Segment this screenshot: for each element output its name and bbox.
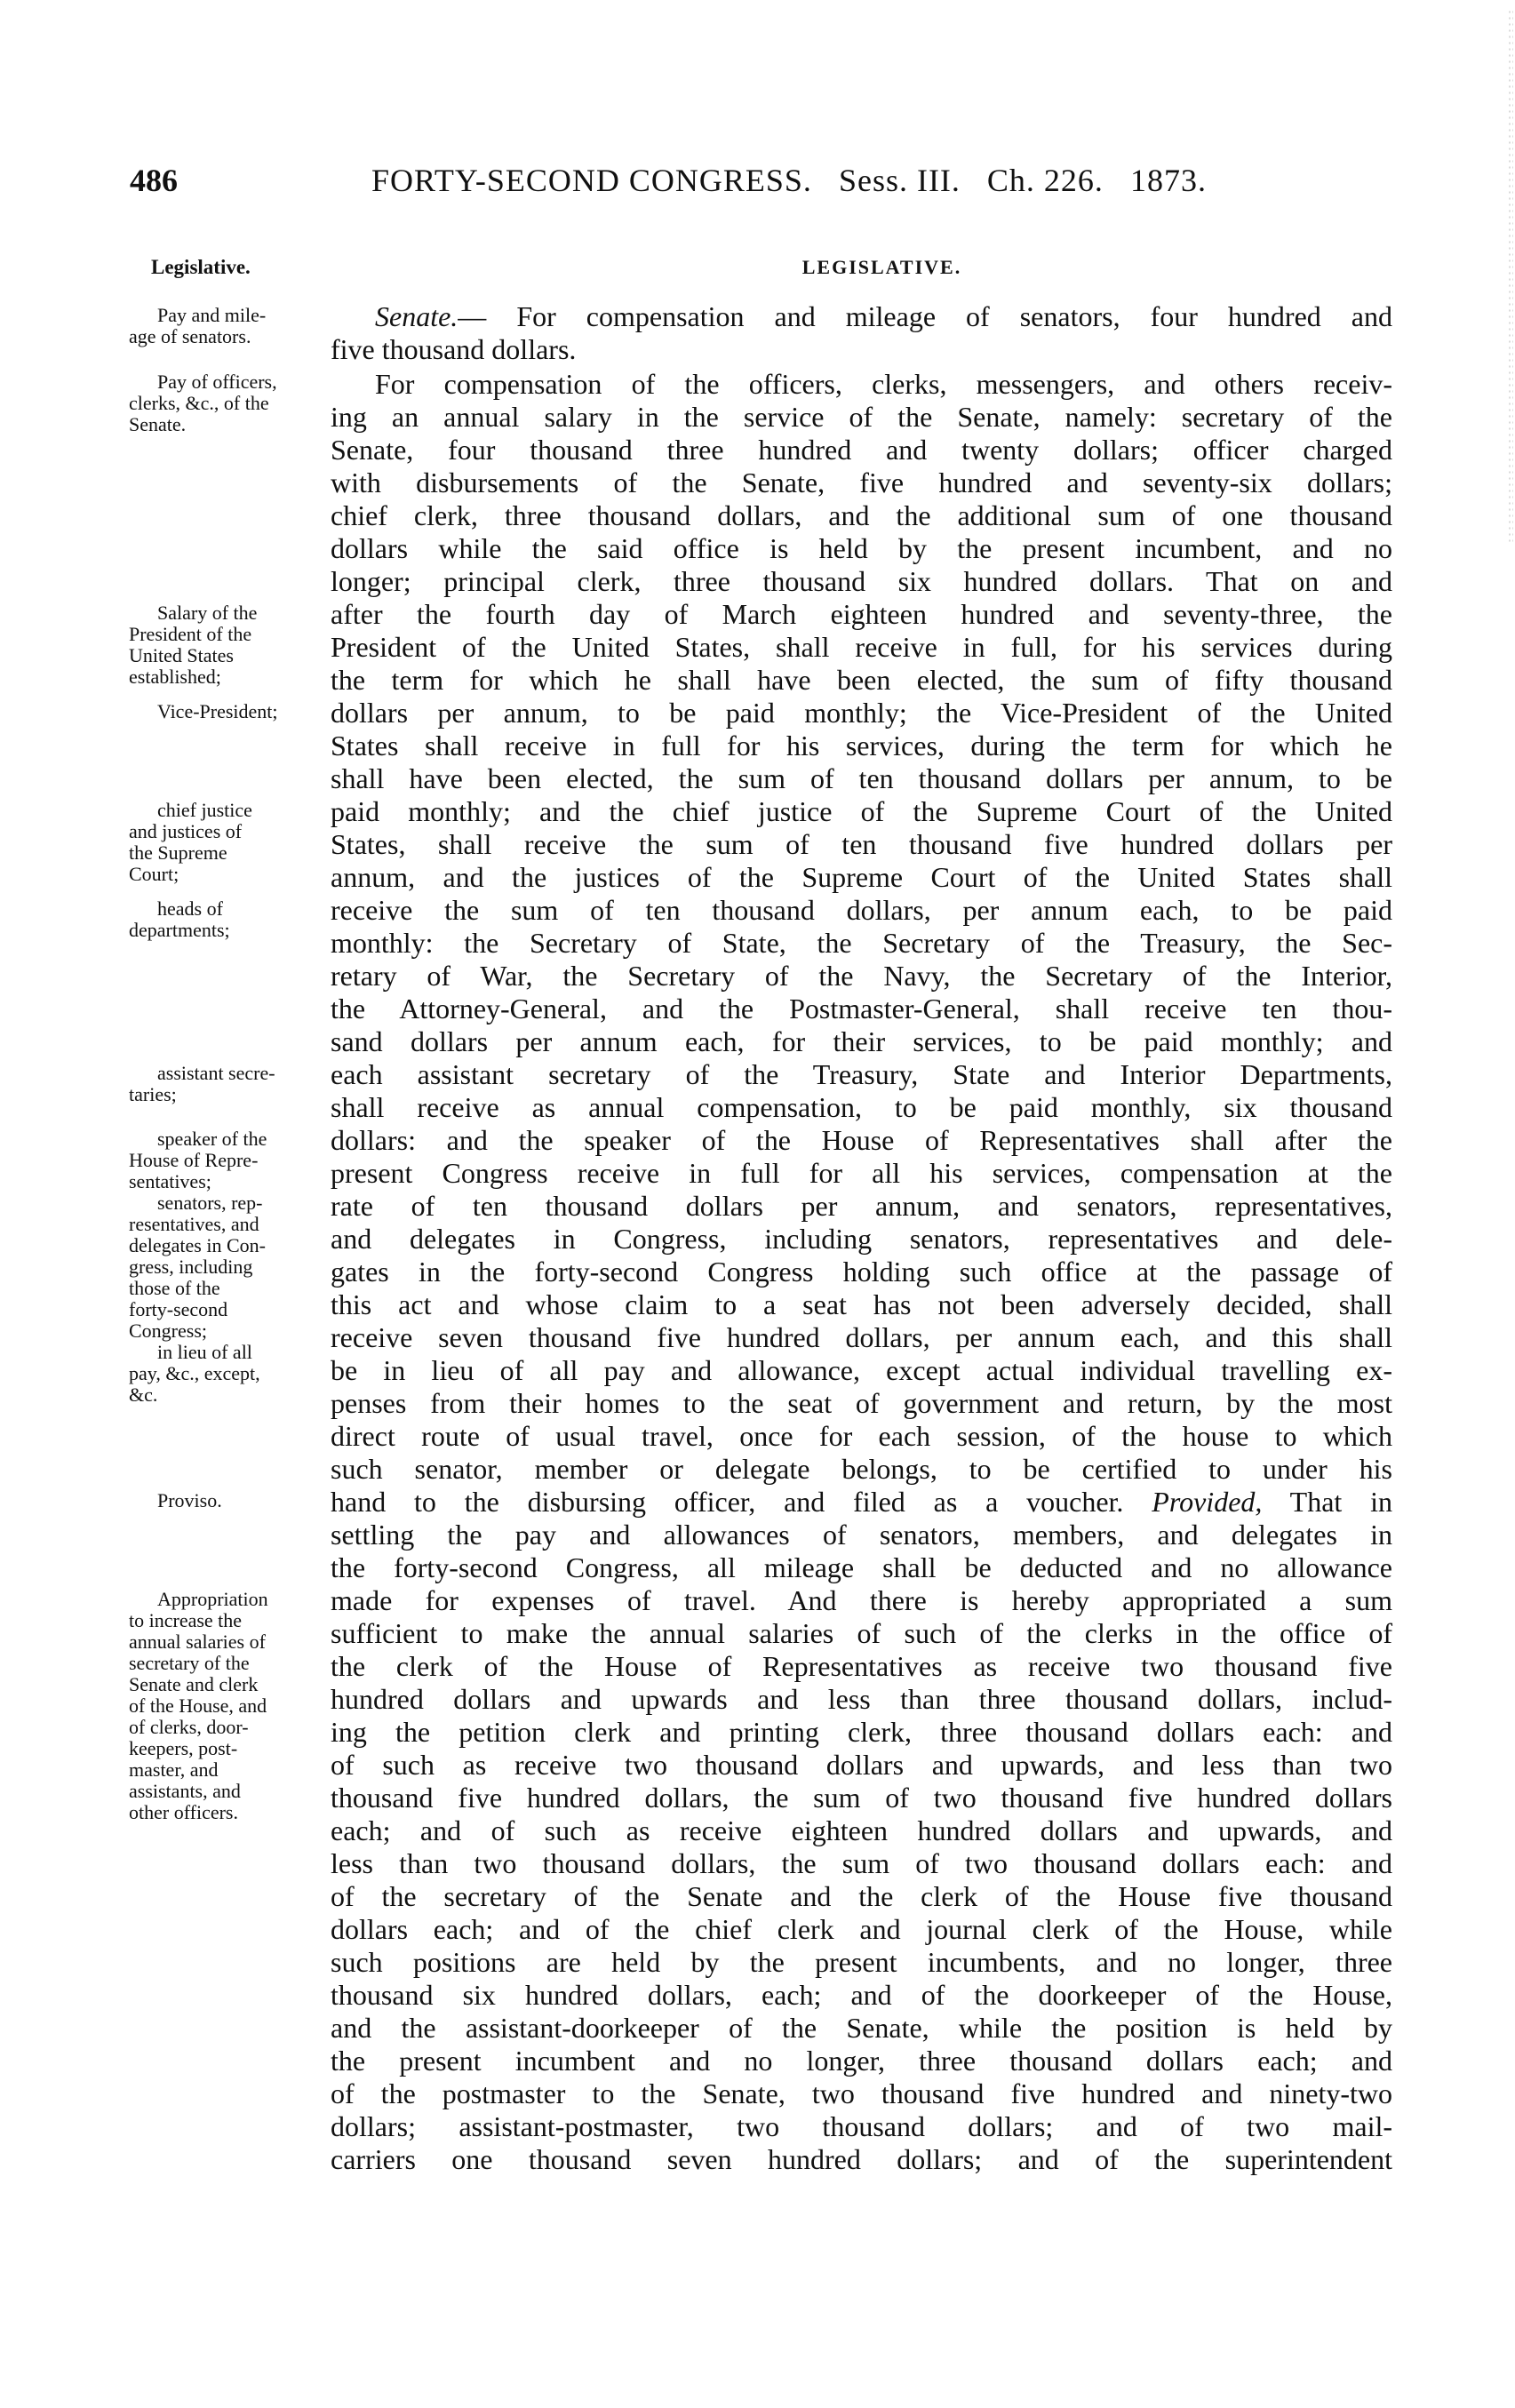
body-line-text: ing the petition clerk and printing clerk, three thousand dollars each: and	[331, 1716, 1392, 1748]
body-line	[331, 1716, 1392, 1749]
body-line	[331, 2012, 1392, 2045]
body-line	[331, 1617, 1392, 1650]
margin-note-line: forty-second	[129, 1298, 228, 1320]
body-line	[331, 1749, 1392, 1782]
body-line	[331, 1979, 1392, 2012]
margin-note-line: age of senators.	[129, 325, 251, 347]
body-line-text: the clerk of the House of Representatives as receive two thousand five	[331, 1650, 1392, 1682]
margin-note-line: and justices of	[129, 820, 243, 842]
body-line-text: carriers one thousand seven hundred dollars; and of the superintendent	[331, 2143, 1392, 2175]
margin-note-line: resentatives, and	[129, 1213, 259, 1235]
body-line-text: direct route of usual travel, once for each session, of the house to which	[331, 1420, 1392, 1452]
body-line	[331, 466, 1392, 499]
body-line	[331, 1683, 1392, 1716]
margin-note	[129, 371, 329, 435]
body-line	[331, 1880, 1392, 1913]
body-line	[331, 697, 1392, 730]
body-line-text: retary of War, the Secretary of the Navy, the Secretary of the Interior,	[331, 960, 1392, 992]
margin-note-line: Vice-President;	[157, 700, 278, 722]
margin-note	[129, 1192, 329, 1342]
body-line	[331, 631, 1392, 664]
body-line	[331, 1091, 1392, 1124]
body-line	[331, 2077, 1392, 2110]
body-line-text: rate of ten thousand dollars per annum, and senators, representatives,	[331, 1190, 1392, 1222]
body-line	[331, 401, 1392, 434]
margin-note-line: to increase the	[129, 1609, 243, 1631]
body-line-text: longer; principal clerk, three thousand six hundred dollars. That on and	[331, 565, 1392, 597]
body-line-text: the present incumbent and no longer, three thousand dollars each; and	[331, 2045, 1392, 2077]
body-line	[331, 1913, 1392, 1946]
body-line	[331, 1486, 1392, 1519]
body-line-text: such positions are held by the present incumbents, and no longer, three	[331, 1946, 1392, 1978]
body-line-text: hand to the disbursing officer, and filed as a voucher.	[331, 1486, 1152, 1518]
running-head-year: 1873.	[1129, 163, 1207, 198]
body-line-text: paid monthly; and the chief justice of the Supreme Court of the United	[331, 795, 1392, 827]
margin-note-line: chief justice	[157, 799, 252, 821]
margin-note	[129, 1342, 329, 1406]
body-line	[331, 664, 1392, 697]
body-line-text: That in	[1262, 1486, 1393, 1518]
margin-note-line: United States	[129, 644, 234, 666]
margin-note-line: assistants, and	[129, 1780, 241, 1802]
body-line	[331, 368, 1392, 401]
body-line	[331, 993, 1392, 1025]
body-line	[331, 795, 1392, 828]
margin-note	[129, 1589, 329, 1823]
body-line-text: the Attorney-General, and the Postmaster-General, shall receive ten thou-	[331, 993, 1392, 1025]
body-line	[331, 1584, 1392, 1617]
running-head-session: Sess. III.	[838, 163, 961, 198]
body-line	[331, 1025, 1392, 1058]
body-line	[331, 1256, 1392, 1288]
body-line-text: after the fourth day of March eighteen hundred and seventy-three, the	[331, 598, 1392, 630]
margin-note-line: of clerks, door-	[129, 1716, 249, 1738]
body-line	[331, 828, 1392, 861]
margin-note-line: taries;	[129, 1083, 177, 1105]
body-line	[331, 1124, 1392, 1157]
body-line	[331, 1551, 1392, 1584]
body-line-text: the forty-second Congress, all mileage shall be deducted and no allowance	[331, 1551, 1392, 1583]
body-line-text: each; and of such as receive eighteen hundred dollars and upwards, and	[331, 1814, 1392, 1846]
body-line-text: this act and whose claim to a seat has not been adversely decided, shall	[331, 1288, 1392, 1320]
body-line-text: five thousand dollars.	[331, 333, 577, 365]
body-line-text: present Congress receive in full for all his services, compensation at the	[331, 1157, 1392, 1189]
margin-note-line: annual salaries of	[129, 1631, 266, 1653]
body-line-text: receive the sum of ten thousand dollars, per annum each, to be paid	[331, 894, 1392, 926]
body-line-text: less than two thousand dollars, the sum of two thousand dollars each: and	[331, 1847, 1392, 1879]
body-line-text: such senator, member or delegate belongs, to be certified to under his	[331, 1453, 1392, 1485]
margin-note	[129, 602, 329, 688]
body-line	[331, 894, 1392, 927]
body-line	[331, 434, 1392, 466]
body-line-text: For compensation of the officers, clerks, messengers, and others receiv-	[375, 368, 1392, 400]
body-line-text: shall receive as annual compensation, to be paid monthly, six thousand	[331, 1091, 1392, 1123]
page-number: 486	[130, 163, 178, 198]
margin-note	[129, 800, 329, 885]
body-line	[331, 927, 1392, 960]
body-line	[331, 762, 1392, 795]
margin-note-line: established;	[129, 666, 221, 688]
section-title: LEGISLATIVE.	[801, 256, 962, 278]
body-line-text: dollars per annum, to be paid monthly; the Vice-President of the United	[331, 697, 1392, 729]
body-line	[331, 2110, 1392, 2143]
scan-noise	[1508, 9, 1513, 542]
body-line-text: Senate, four thousand three hundred and twenty dollars; officer charged	[331, 434, 1392, 466]
margin-note-line: sentatives;	[129, 1170, 211, 1192]
body-line	[331, 1946, 1392, 1979]
body-line-text: sufficient to make the annual salaries of such of the clerks in the office of	[331, 1617, 1392, 1649]
body-line	[331, 333, 1392, 366]
body-line-text: sand dollars per annum each, for their services, to be paid monthly; and	[331, 1025, 1392, 1057]
body-line-text: made for expenses of travel. And there is hereby appropriated a sum	[331, 1584, 1392, 1616]
body-line	[331, 1223, 1392, 1256]
body-line	[331, 1157, 1392, 1190]
margin-note-line: clerks, &c., of the	[129, 392, 269, 414]
body-line-text: States, shall receive the sum of ten thousand five hundred dollars per	[331, 828, 1392, 860]
body-line-text: each assistant secretary of the Treasury, State and Interior Departments,	[331, 1058, 1392, 1090]
italic-heading: Senate.	[375, 300, 458, 332]
body-line	[331, 861, 1392, 894]
body-line-text: hundred dollars and upwards and less than three thousand dollars, includ-	[331, 1683, 1392, 1715]
margin-note	[129, 1490, 329, 1511]
body-line	[331, 1321, 1392, 1354]
body-line-text: receive seven thousand five hundred dollars, per annum each, and this shall	[331, 1321, 1392, 1353]
body-line	[331, 2045, 1392, 2077]
margin-note-line: departments;	[129, 919, 230, 941]
body-line	[331, 1190, 1392, 1223]
italic-term: Provided,	[1152, 1486, 1263, 1518]
margin-note	[129, 1063, 329, 1105]
margin-note-line: Pay of officers,	[157, 371, 277, 393]
margin-note-line: Pay and mile-	[157, 304, 267, 326]
margin-note-line: Senate and clerk	[129, 1673, 259, 1695]
margin-note-line: House of Repre-	[129, 1149, 259, 1171]
body-line-text: shall have been elected, the sum of ten thousand dollars per annum, to be	[331, 762, 1392, 794]
body-line	[331, 499, 1392, 532]
body-line-text: ing an annual salary in the service of the Senate, namely: secretary of the	[331, 401, 1392, 433]
body-line-text: thousand six hundred dollars, each; and of the doorkeeper of the House,	[331, 1979, 1392, 2011]
body-line-text: with disbursements of the Senate, five hundred and seventy-six dollars;	[331, 466, 1392, 498]
margin-note	[129, 898, 329, 941]
margin-note-line: secretary of the	[129, 1652, 250, 1674]
body-line-text: States shall receive in full for his services, during the term for which he	[331, 730, 1392, 761]
body-line	[331, 1814, 1392, 1847]
body-line	[331, 532, 1392, 565]
margin-note-line: Court;	[129, 863, 179, 885]
body-line-text: be in lieu of all pay and allowance, except actual individual travelling ex-	[331, 1354, 1392, 1386]
margin-note	[129, 701, 329, 722]
body-line	[331, 730, 1392, 762]
margin-note-line: Congress;	[129, 1320, 207, 1342]
body-line-text: of the postmaster to the Senate, two thousand five hundred and ninety-two	[331, 2077, 1392, 2109]
body-line-text: and delegates in Congress, including senators, representatives and dele-	[331, 1223, 1392, 1255]
body-line-text: the term for which he shall have been elected, the sum of fifty thousand	[331, 664, 1392, 696]
margin-note-line: senators, rep-	[157, 1192, 263, 1214]
running-head-chapter: Ch. 226.	[986, 163, 1104, 198]
body-line-text: settling the pay and allowances of senators, members, and delegates in	[331, 1519, 1392, 1551]
body-line-text: dollars each; and of the chief clerk and journal clerk of the House, while	[331, 1913, 1392, 1945]
body-line-text: gates in the forty-second Congress holding such office at the passage of	[331, 1256, 1392, 1288]
body-line	[331, 1288, 1392, 1321]
body-line-text: chief clerk, three thousand dollars, and the additional sum of one thousand	[331, 499, 1392, 531]
running-head	[371, 162, 1224, 199]
body-line-text: penses from their homes to the seat of government and return, by the most	[331, 1387, 1392, 1419]
body-line	[331, 1453, 1392, 1486]
body-line-text: annum, and the justices of the Supreme Court of the United States shall	[331, 861, 1392, 893]
body-line-text: President of the United States, shall receive in full, for his services during	[331, 631, 1392, 663]
margin-note-line: Senate.	[129, 413, 187, 435]
body-line	[331, 1420, 1392, 1453]
margin-note	[129, 1128, 329, 1192]
margin-note-line: of the House, and	[129, 1694, 267, 1717]
margin-note-line: heads of	[157, 897, 223, 920]
margin-note-line: those of the	[129, 1277, 220, 1299]
body-line	[331, 1519, 1392, 1551]
margin-note	[129, 305, 329, 347]
body-line	[331, 1058, 1392, 1091]
margin-note-line: pay, &c., except,	[129, 1362, 260, 1384]
body-line-text: dollars: and the speaker of the House of Representatives shall after the	[331, 1124, 1392, 1156]
body-line-text: — For compensation and mileage of senators, four hundred and	[458, 300, 1392, 332]
body-line	[331, 1387, 1392, 1420]
margin-note-line: delegates in Con-	[129, 1234, 266, 1256]
margin-note-line: the Supreme	[129, 841, 227, 864]
margin-note-line: Proviso.	[157, 1489, 222, 1511]
margin-note-line: Salary of the	[157, 602, 258, 624]
margin-note-line: speaker of the	[157, 1128, 267, 1150]
margin-note-line: gress, including	[129, 1256, 253, 1278]
section-margin-label: Legislative.	[151, 256, 251, 278]
margin-note-line: keepers, post-	[129, 1737, 238, 1759]
body-line	[331, 960, 1392, 993]
body-line	[331, 1354, 1392, 1387]
margin-note-line: other officers.	[129, 1801, 238, 1823]
body-line	[331, 1782, 1392, 1814]
body-line	[331, 598, 1392, 631]
body-line	[331, 2143, 1392, 2176]
margin-note-line: &c.	[129, 1383, 158, 1406]
body-line	[331, 300, 1392, 333]
body-line-text: thousand five hundred dollars, the sum of two thousand five hundred dollars	[331, 1782, 1392, 1814]
running-head-title: FORTY-SECOND CONGRESS.	[371, 163, 812, 198]
body-line-text: dollars; assistant-postmaster, two thousand dollars; and of two mail-	[331, 2110, 1392, 2142]
body-line	[331, 565, 1392, 598]
body-line-text: and the assistant-doorkeeper of the Senate, while the position is held by	[331, 2012, 1392, 2044]
body-line-text: of such as receive two thousand dollars and upwards, and less than two	[331, 1749, 1392, 1781]
body-line	[331, 1650, 1392, 1683]
margin-note-line: in lieu of all	[157, 1341, 252, 1363]
margin-note-line: assistant secre-	[157, 1062, 275, 1084]
body-line-text: monthly: the Secretary of State, the Secretary of the Treasury, the Sec-	[331, 927, 1392, 959]
margin-note-line: President of the	[129, 623, 252, 645]
body-line	[331, 1847, 1392, 1880]
body-line-text: dollars while the said office is held by the present incumbent, and no	[331, 532, 1392, 564]
margin-note-line: master, and	[129, 1758, 219, 1781]
body-line-text: of the secretary of the Senate and the clerk of the House five thousand	[331, 1880, 1392, 1912]
margin-note-line: Appropriation	[157, 1588, 268, 1610]
